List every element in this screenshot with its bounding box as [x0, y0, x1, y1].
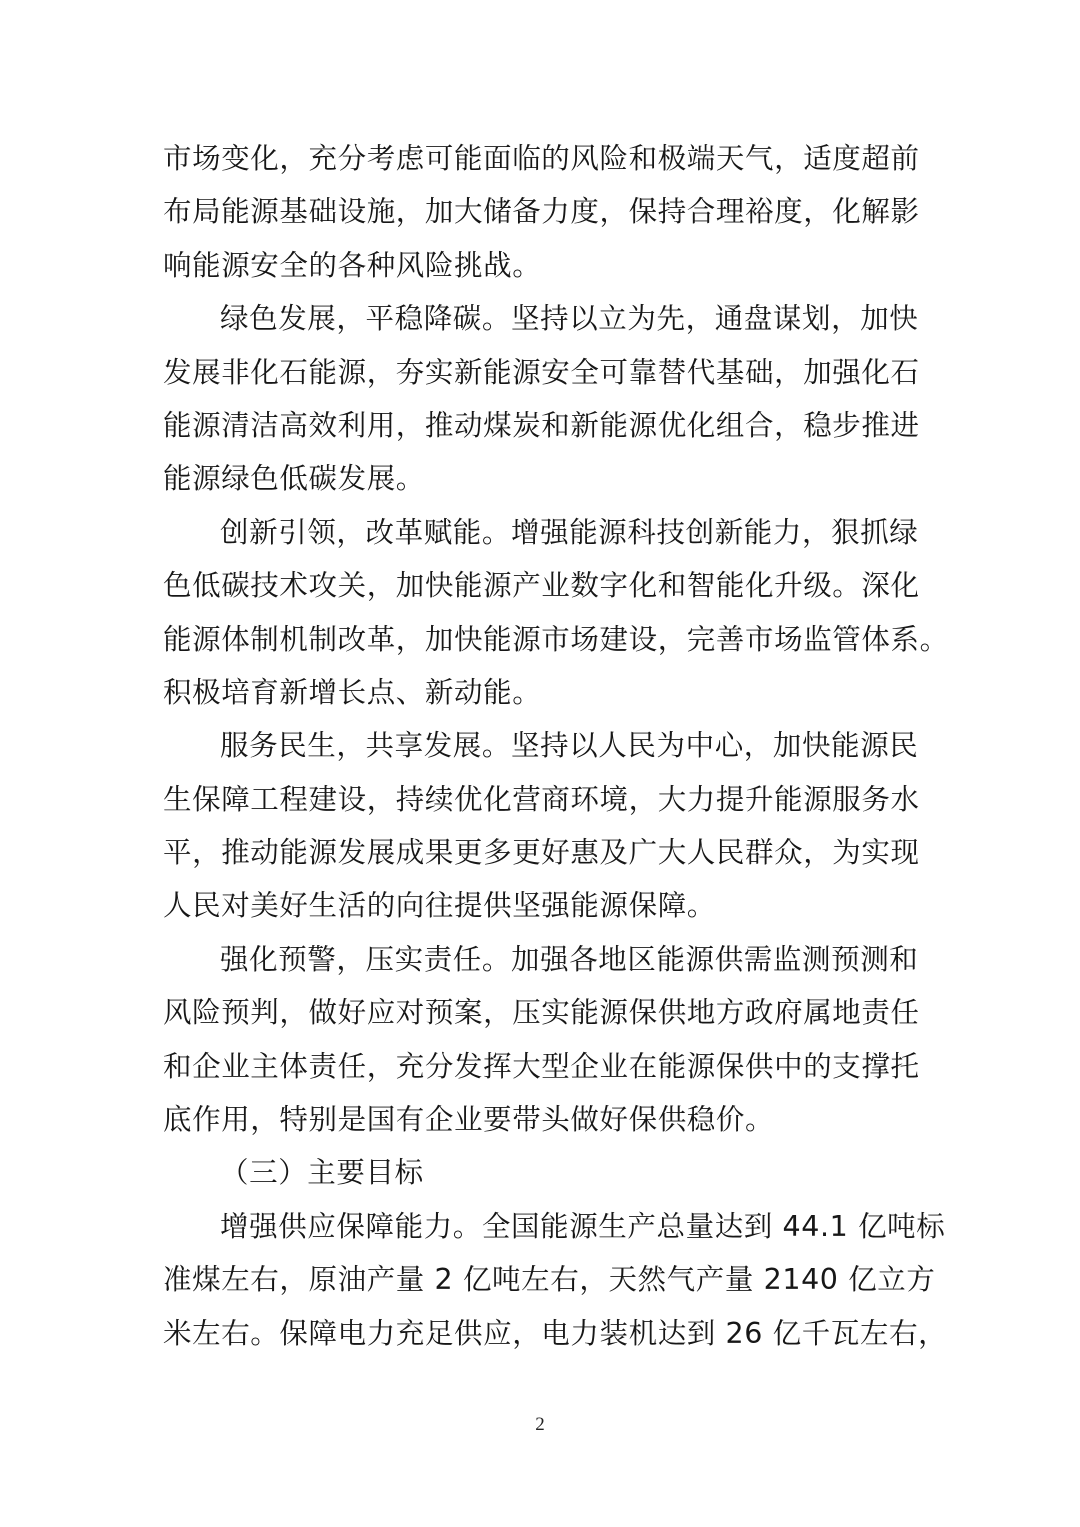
text-line: 能源体制机制改革，加快能源市场建设，完善市场监管体系。 — [163, 622, 949, 656]
text-line: 底作用，特别是国有企业要带头做好保供稳价。 — [163, 1103, 775, 1137]
paragraph-start-line: 强化预警，压实责任。加强各地区能源供需监测预测和 — [220, 942, 919, 976]
section-heading: （三）主要目标 — [220, 1156, 424, 1190]
text-line: 米左右。保障电力充足供应，电力装机达到 26 亿千瓦左右， — [163, 1316, 948, 1350]
text-line: 和企业主体责任，充分发挥大型企业在能源保供中的支撑托 — [163, 1049, 920, 1083]
text-line: 平，推动能源发展成果更多更好惠及广大人民群众，为实现 — [163, 836, 920, 870]
text-line: 布局能源基础设施，加大储备力度，保持合理裕度，化解影 — [163, 195, 920, 229]
paragraph-start-line: 服务民生，共享发展。坚持以人民为中心，加快能源民 — [220, 729, 919, 763]
paragraph-start-line: 绿色发展，平稳降碳。坚持以立为先，通盘谋划，加快 — [220, 302, 919, 336]
page-number: 2 — [535, 1414, 545, 1435]
body-text — [163, 132, 949, 1360]
text-line: 能源清洁高效利用，推动煤炭和新能源优化组合，稳步推进 — [163, 408, 920, 442]
text-line: 风险预判，做好应对预案，压实能源保供地方政府属地责任 — [163, 996, 920, 1030]
text-line: 生保障工程建设，持续优化营商环境，大力提升能源服务水 — [163, 782, 920, 816]
text-line: 人民对美好生活的向往提供坚强能源保障。 — [163, 889, 716, 923]
text-line: 响能源安全的各种风险挑战。 — [163, 248, 542, 282]
paragraph-start-line: 创新引领，改革赋能。增强能源科技创新能力，狠抓绿 — [220, 515, 919, 549]
text-line: 发展非化石能源，夯实新能源安全可靠替代基础，加强化石 — [163, 355, 920, 389]
text-line: 市场变化，充分考虑可能面临的风险和极端天气，适度超前 — [163, 142, 920, 175]
text-line: 准煤左右，原油产量 2 亿吨左右，天然气产量 2140 亿立方 — [163, 1263, 936, 1297]
text-line: 色低碳技术攻关，加快能源产业数字化和智能化升级。深化 — [163, 569, 920, 603]
paragraph-start-line: 增强供应保障能力。全国能源生产总量达到 44.1 亿吨标 — [220, 1209, 946, 1243]
text-line: 积极培育新增长点、新动能。 — [163, 675, 542, 709]
text-line: 能源绿色低碳发展。 — [163, 462, 425, 496]
